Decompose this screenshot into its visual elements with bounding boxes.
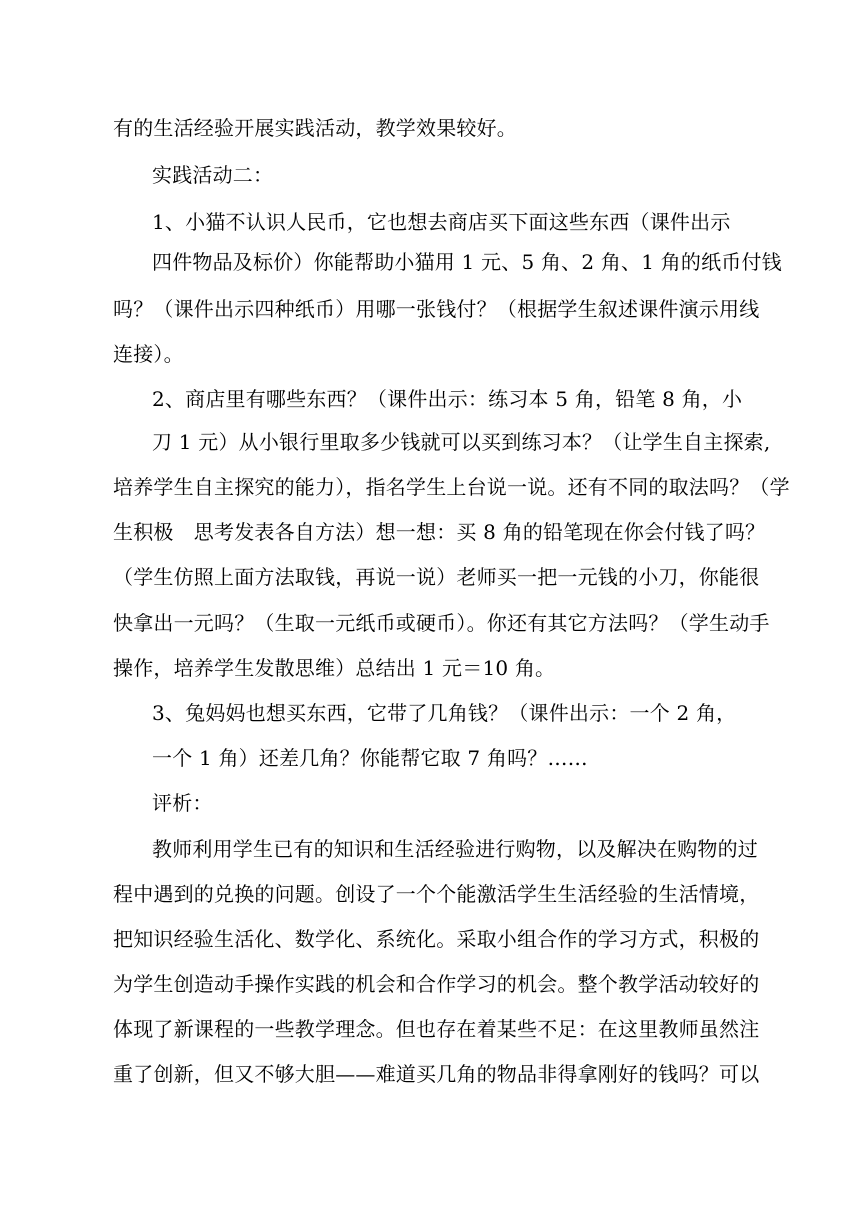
text-line: 2、商店里有哪些东西？（课件出示：练习本 5 角，铅笔 8 角，小 [152, 387, 743, 411]
text-line: 快拿出一元吗？（生取一元纸币或硬币）。你还有其它方法吗？（学生动手 [113, 611, 770, 635]
text-line: 吗？（课件出示四种纸币）用哪一张钱付？（根据学生叙述课件演示用线 [113, 297, 760, 321]
text-line: 程中遇到的兑换的问题。创设了一个个能激活学生生活经验的生活情境， [113, 882, 760, 906]
text-line: （学生仿照上面方法取钱，再说一说）老师买一把一元钱的小刀，你能很 [113, 565, 760, 589]
text-line: 刀 1 元）从小银行里取多少钱就可以买到练习本？（让学生自主探索, [152, 430, 771, 454]
text-line: 有的生活经验开展实践活动，教学效果较好。 [113, 116, 517, 140]
text-line: 把知识经验生活化、数学化、系统化。采取小组合作的学习方式，积极的 [113, 927, 760, 951]
text-line: 培养学生自主探究的能力），指名学生上台说一说。还有不同的取法吗？（学 [113, 475, 790, 499]
text-line: 一个 1 角）还差几角？你能帮它取 7 角吗？…… [152, 746, 588, 770]
section-heading: 实践活动二： [152, 163, 274, 187]
text-line: 3、兔妈妈也想买东西，它带了几角钱？（课件出示：一个 2 角， [152, 701, 737, 725]
text-line: 连接）。 [113, 342, 184, 366]
text-line: 四件物品及标价）你能帮助小猫用 1 元、5 角、2 角、1 角的纸币付钱 [152, 250, 782, 274]
text-line: 生积极 思考发表各自方法）想一想：买 8 角的铅笔现在你会付钱了吗？ [113, 520, 766, 544]
text-line: 教师利用学生已有的知识和生活经验进行购物，以及解决在购物的过 [152, 837, 758, 861]
text-line: 重了创新，但又不够大胆——难道买几角的物品非得拿刚好的钱吗？可以 [113, 1062, 760, 1086]
section-heading: 评析： [152, 791, 213, 815]
text-line: 1、小猫不认识人民币，它也想去商店买下面这些东西（课件出示 [152, 210, 731, 234]
text-line: 为学生创造动手操作实践的机会和合作学习的机会。整个教学活动较好的 [113, 972, 760, 996]
text-line: 体现了新课程的一些教学理念。但也存在着某些不足：在这里教师虽然注 [113, 1017, 760, 1041]
text-line: 操作，培养学生发散思维）总结出 1 元＝10 角。 [113, 656, 556, 680]
